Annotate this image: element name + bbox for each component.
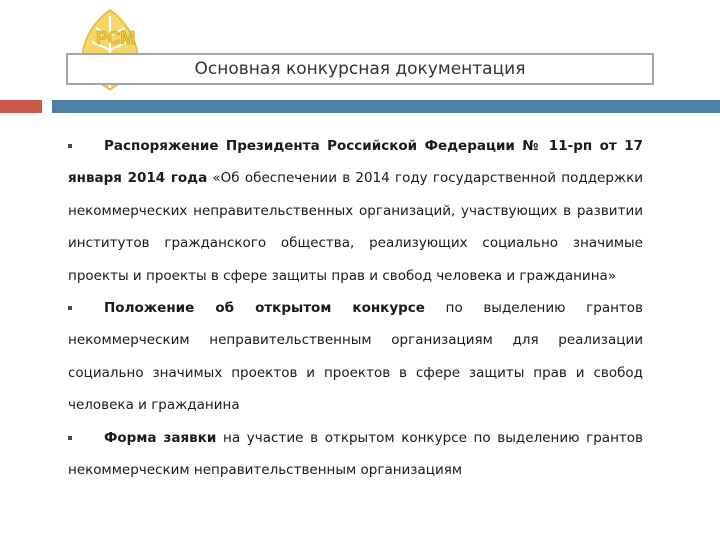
list-item bbox=[68, 292, 643, 422]
list-item-text: по выделению грантов некоммерческим неправительственным организациям для реализации социально значимых проектов и проектов в сфере защиты прав и свобод человека и гражданина bbox=[68, 300, 643, 414]
bullet-icon bbox=[68, 144, 72, 148]
document-body bbox=[68, 130, 643, 486]
bullet-icon bbox=[68, 436, 72, 440]
list-item-title: Положение об открытом конкурсе bbox=[104, 300, 425, 317]
list-item-title: Распоряжение Президента Российской Федерации № 11-рп от 17 января 2014 года bbox=[68, 138, 643, 187]
header-rule bbox=[52, 100, 720, 113]
accent-bar bbox=[0, 100, 42, 113]
bullet-icon bbox=[68, 306, 72, 310]
page-title-text: Основная конкурсная документация bbox=[194, 59, 526, 79]
list-item-text: на участие в открытом конкурсе по выделению грантов некоммерческим неправительственным организациям bbox=[68, 429, 643, 479]
page-title bbox=[66, 53, 654, 85]
list-item bbox=[68, 422, 643, 487]
list-item-title: Форма заявки bbox=[104, 429, 217, 446]
logo-text: РСМ bbox=[96, 28, 136, 48]
list-item bbox=[68, 130, 643, 292]
list-item-text: «Об обеспечении в 2014 году государственной поддержки некоммерческих неправительственных организаций, участвующих в развитии институтов гражданского общества, реализующих социально значимые проекты и проекты в сфере защиты прав и свобод человека и гражданина» bbox=[68, 170, 644, 284]
